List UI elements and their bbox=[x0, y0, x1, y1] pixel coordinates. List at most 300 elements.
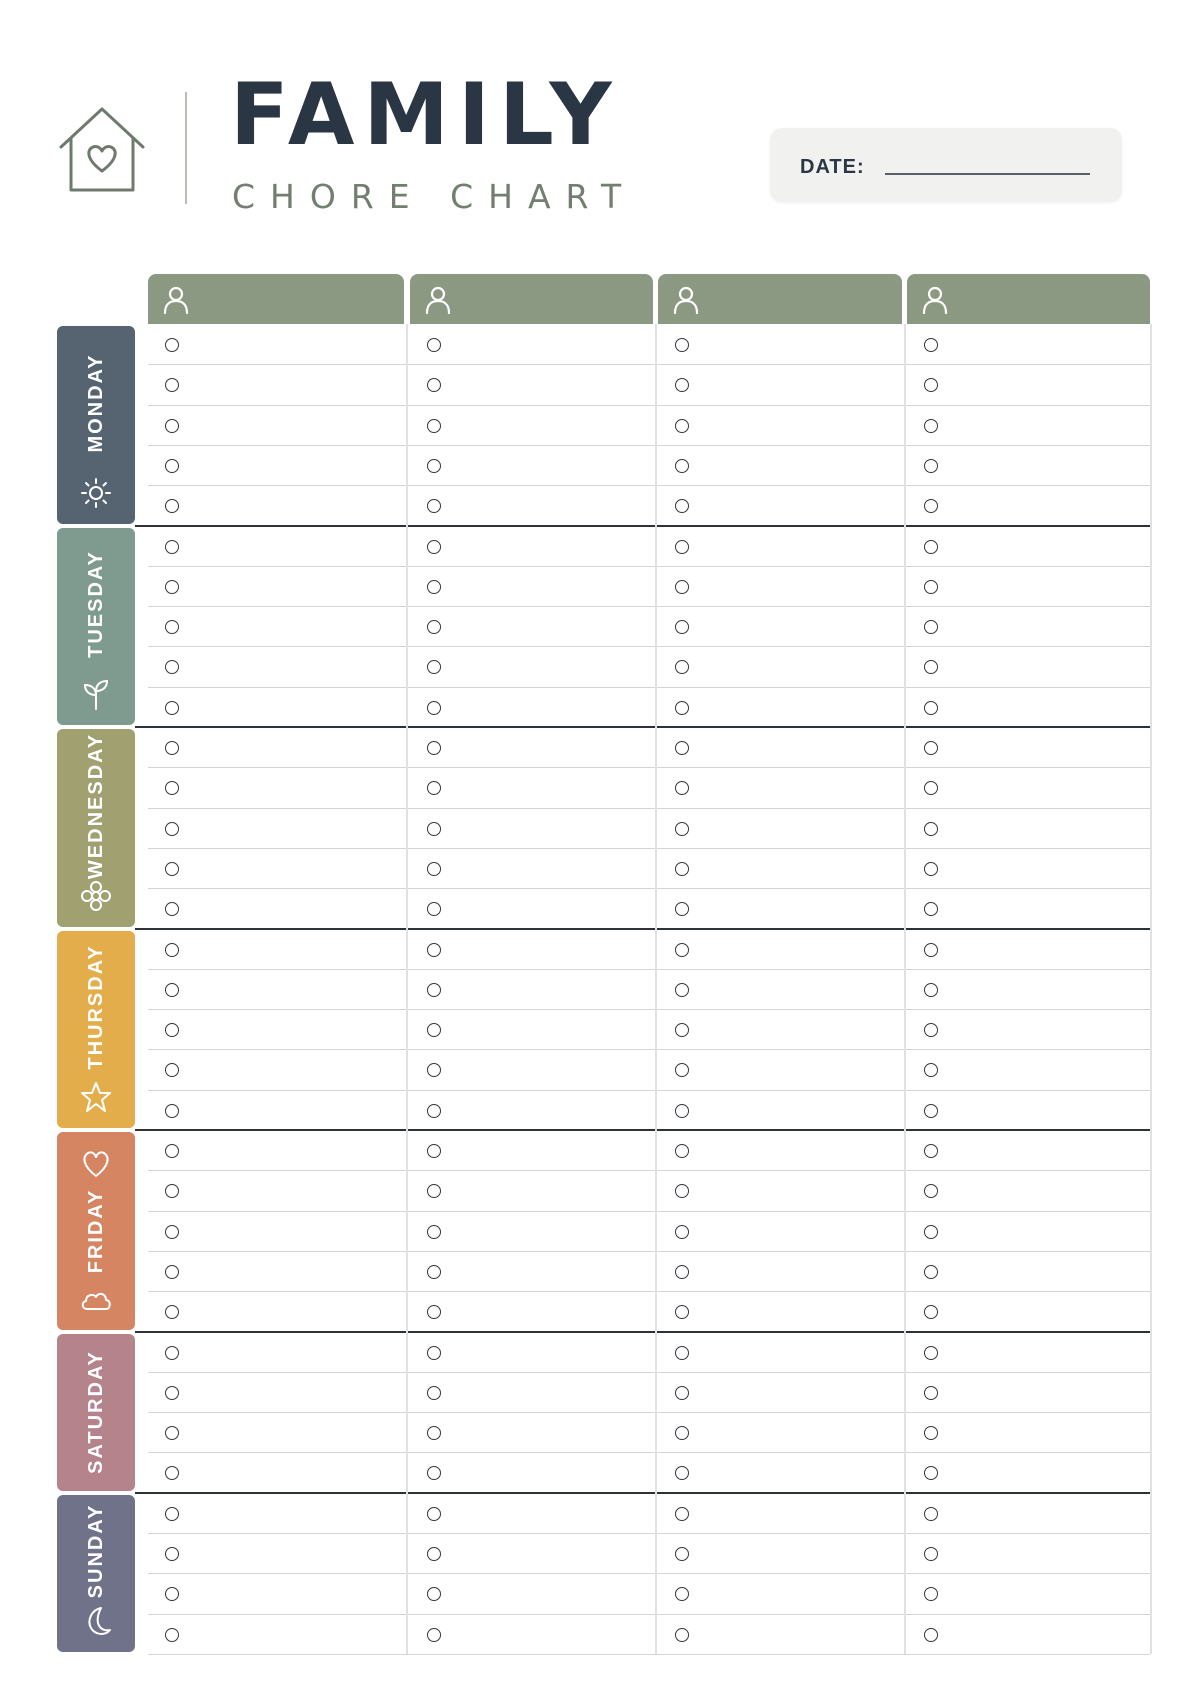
chore-checkbox[interactable] bbox=[165, 822, 179, 836]
day-tab-friday bbox=[57, 1132, 135, 1330]
chore-checkbox[interactable] bbox=[165, 1063, 179, 1077]
chore-cell[interactable] bbox=[658, 1452, 902, 1490]
chore-cell[interactable] bbox=[658, 1493, 902, 1531]
chore-cell[interactable] bbox=[907, 1130, 1150, 1168]
grid-right-border bbox=[1150, 324, 1152, 1654]
chore-checkbox[interactable] bbox=[427, 459, 441, 473]
chore-cell[interactable] bbox=[907, 1493, 1150, 1531]
chore-cell[interactable] bbox=[907, 324, 1150, 362]
chore-checkbox[interactable] bbox=[924, 1426, 938, 1440]
chore-checkbox[interactable] bbox=[427, 1426, 441, 1440]
chore-checkbox[interactable] bbox=[675, 701, 689, 715]
chore-checkbox[interactable] bbox=[924, 1063, 938, 1077]
chore-cell[interactable] bbox=[907, 606, 1150, 644]
chore-cell[interactable] bbox=[907, 969, 1150, 1007]
chore-checkbox[interactable] bbox=[675, 1225, 689, 1239]
chore-cell[interactable] bbox=[658, 1009, 902, 1047]
chore-cell[interactable] bbox=[658, 1412, 902, 1450]
chore-cell[interactable] bbox=[907, 364, 1150, 402]
chore-checkbox[interactable] bbox=[924, 1184, 938, 1198]
chore-checkbox[interactable] bbox=[427, 660, 441, 674]
chore-checkbox[interactable] bbox=[165, 1104, 179, 1118]
chore-checkbox[interactable] bbox=[924, 1547, 938, 1561]
chore-checkbox[interactable] bbox=[427, 943, 441, 957]
chore-checkbox[interactable] bbox=[165, 1547, 179, 1561]
chore-cell[interactable] bbox=[907, 767, 1150, 805]
chore-cell[interactable] bbox=[410, 888, 653, 926]
chore-cell[interactable] bbox=[410, 808, 653, 846]
chore-cell[interactable] bbox=[410, 1251, 653, 1289]
chore-checkbox[interactable] bbox=[427, 620, 441, 634]
day-label: SATURDAY bbox=[85, 1350, 107, 1474]
chore-checkbox[interactable] bbox=[427, 983, 441, 997]
chore-cell[interactable] bbox=[658, 808, 902, 846]
chore-checkbox[interactable] bbox=[165, 419, 179, 433]
chore-cell[interactable] bbox=[658, 606, 902, 644]
chore-cell[interactable] bbox=[658, 566, 902, 604]
chore-checkbox[interactable] bbox=[675, 378, 689, 392]
chore-checkbox[interactable] bbox=[165, 1628, 179, 1642]
chore-cell[interactable] bbox=[410, 969, 653, 1007]
chore-cell[interactable] bbox=[658, 364, 902, 402]
chore-checkbox[interactable] bbox=[165, 1587, 179, 1601]
chore-cell[interactable] bbox=[410, 1412, 653, 1450]
chore-checkbox[interactable] bbox=[427, 1225, 441, 1239]
chore-checkbox[interactable] bbox=[165, 580, 179, 594]
page-subtitle: CHORE CHART bbox=[232, 177, 637, 216]
chore-checkbox[interactable] bbox=[165, 540, 179, 554]
chore-checkbox[interactable] bbox=[924, 499, 938, 513]
chore-checkbox[interactable] bbox=[675, 781, 689, 795]
chore-cell[interactable] bbox=[148, 526, 404, 564]
chore-checkbox[interactable] bbox=[165, 983, 179, 997]
chore-cell[interactable] bbox=[148, 808, 404, 846]
chore-checkbox[interactable] bbox=[675, 1346, 689, 1360]
member-tab-2[interactable] bbox=[410, 274, 653, 324]
chore-cell[interactable] bbox=[148, 848, 404, 886]
chore-checkbox[interactable] bbox=[924, 822, 938, 836]
chore-checkbox[interactable] bbox=[165, 701, 179, 715]
chore-checkbox[interactable] bbox=[924, 540, 938, 554]
chore-checkbox[interactable] bbox=[165, 620, 179, 634]
chore-cell[interactable] bbox=[907, 405, 1150, 443]
chore-checkbox[interactable] bbox=[924, 943, 938, 957]
chore-checkbox[interactable] bbox=[924, 862, 938, 876]
chore-cell[interactable] bbox=[410, 1170, 653, 1208]
chore-checkbox[interactable] bbox=[675, 1144, 689, 1158]
chore-cell[interactable] bbox=[907, 1090, 1150, 1128]
chore-checkbox[interactable] bbox=[924, 741, 938, 755]
chore-checkbox[interactable] bbox=[675, 1063, 689, 1077]
chore-checkbox[interactable] bbox=[675, 943, 689, 957]
chore-cell[interactable] bbox=[658, 1533, 902, 1571]
chore-cell[interactable] bbox=[907, 1291, 1150, 1329]
chore-checkbox[interactable] bbox=[675, 822, 689, 836]
chore-cell[interactable] bbox=[148, 1170, 404, 1208]
chore-cell[interactable] bbox=[410, 1332, 653, 1370]
chore-checkbox[interactable] bbox=[675, 1587, 689, 1601]
chore-checkbox[interactable] bbox=[165, 459, 179, 473]
chore-checkbox[interactable] bbox=[427, 580, 441, 594]
chore-cell[interactable] bbox=[410, 929, 653, 967]
chore-cell[interactable] bbox=[658, 848, 902, 886]
chore-checkbox[interactable] bbox=[165, 902, 179, 916]
chore-checkbox[interactable] bbox=[675, 499, 689, 513]
heart-icon bbox=[79, 1146, 113, 1180]
chore-cell[interactable] bbox=[148, 1452, 404, 1490]
day-tab-sunday bbox=[57, 1495, 135, 1652]
chore-checkbox[interactable] bbox=[427, 1144, 441, 1158]
chore-checkbox[interactable] bbox=[427, 1346, 441, 1360]
chore-checkbox[interactable] bbox=[675, 1023, 689, 1037]
chore-cell[interactable] bbox=[410, 767, 653, 805]
chore-cell[interactable] bbox=[148, 1211, 404, 1249]
chore-cell[interactable] bbox=[410, 1049, 653, 1087]
chore-cell[interactable] bbox=[148, 646, 404, 684]
chore-cell[interactable] bbox=[148, 888, 404, 926]
chore-checkbox[interactable] bbox=[165, 1507, 179, 1521]
chore-checkbox[interactable] bbox=[165, 943, 179, 957]
chore-cell[interactable] bbox=[410, 848, 653, 886]
chore-checkbox[interactable] bbox=[924, 1346, 938, 1360]
chore-cell[interactable] bbox=[148, 606, 404, 644]
chore-cell[interactable] bbox=[907, 1251, 1150, 1289]
chore-cell[interactable] bbox=[658, 1291, 902, 1329]
chore-cell[interactable] bbox=[148, 1412, 404, 1450]
chore-checkbox[interactable] bbox=[675, 540, 689, 554]
chore-checkbox[interactable] bbox=[924, 1023, 938, 1037]
header-divider bbox=[185, 92, 187, 204]
chore-cell[interactable] bbox=[148, 405, 404, 443]
star-icon bbox=[79, 1080, 113, 1114]
chore-checkbox[interactable] bbox=[675, 1547, 689, 1561]
chore-checkbox[interactable] bbox=[165, 741, 179, 755]
column-divider bbox=[406, 324, 408, 1654]
chore-cell[interactable] bbox=[907, 687, 1150, 725]
chore-cell[interactable] bbox=[148, 687, 404, 725]
chore-cell[interactable] bbox=[658, 1614, 902, 1652]
chore-cell[interactable] bbox=[907, 808, 1150, 846]
chore-checkbox[interactable] bbox=[165, 1305, 179, 1319]
chore-checkbox[interactable] bbox=[675, 459, 689, 473]
chore-cell[interactable] bbox=[148, 324, 404, 362]
chore-checkbox[interactable] bbox=[427, 902, 441, 916]
chore-checkbox[interactable] bbox=[924, 781, 938, 795]
chore-checkbox[interactable] bbox=[427, 1265, 441, 1279]
chore-checkbox[interactable] bbox=[675, 419, 689, 433]
sun-icon bbox=[79, 476, 113, 510]
chore-cell[interactable] bbox=[148, 767, 404, 805]
chore-checkbox[interactable] bbox=[924, 378, 938, 392]
chore-cell[interactable] bbox=[148, 1130, 404, 1168]
chore-checkbox[interactable] bbox=[924, 1225, 938, 1239]
chore-checkbox[interactable] bbox=[924, 1386, 938, 1400]
chore-cell[interactable] bbox=[658, 646, 902, 684]
chore-checkbox[interactable] bbox=[924, 983, 938, 997]
chore-checkbox[interactable] bbox=[427, 1386, 441, 1400]
chore-cell[interactable] bbox=[148, 566, 404, 604]
chore-checkbox[interactable] bbox=[675, 1104, 689, 1118]
chore-checkbox[interactable] bbox=[924, 1104, 938, 1118]
chore-checkbox[interactable] bbox=[165, 1023, 179, 1037]
person-icon bbox=[670, 283, 702, 315]
chore-cell[interactable] bbox=[658, 888, 902, 926]
chore-cell[interactable] bbox=[148, 445, 404, 483]
chore-cell[interactable] bbox=[410, 1452, 653, 1490]
chore-checkbox[interactable] bbox=[427, 1547, 441, 1561]
chore-cell[interactable] bbox=[907, 445, 1150, 483]
chore-cell[interactable] bbox=[907, 646, 1150, 684]
chore-cell[interactable] bbox=[658, 405, 902, 443]
chore-cell[interactable] bbox=[907, 848, 1150, 886]
chore-cell[interactable] bbox=[658, 1372, 902, 1410]
chore-checkbox[interactable] bbox=[165, 378, 179, 392]
chore-checkbox[interactable] bbox=[427, 701, 441, 715]
chore-cell[interactable] bbox=[907, 1332, 1150, 1370]
chore-cell[interactable] bbox=[658, 1049, 902, 1087]
chore-cell[interactable] bbox=[148, 1291, 404, 1329]
chore-cell[interactable] bbox=[148, 485, 404, 523]
chore-cell[interactable] bbox=[658, 526, 902, 564]
chore-cell[interactable] bbox=[148, 1533, 404, 1571]
chore-cell[interactable] bbox=[907, 566, 1150, 604]
chore-checkbox[interactable] bbox=[675, 1466, 689, 1480]
chore-checkbox[interactable] bbox=[675, 1426, 689, 1440]
chore-checkbox[interactable] bbox=[675, 1184, 689, 1198]
chore-checkbox[interactable] bbox=[675, 1628, 689, 1642]
chore-cell[interactable] bbox=[658, 324, 902, 362]
chore-cell[interactable] bbox=[148, 1372, 404, 1410]
chore-cell[interactable] bbox=[148, 1573, 404, 1611]
chore-cell[interactable] bbox=[410, 1493, 653, 1531]
chore-cell[interactable] bbox=[907, 1009, 1150, 1047]
chore-checkbox[interactable] bbox=[924, 1466, 938, 1480]
chore-checkbox[interactable] bbox=[165, 660, 179, 674]
chore-cell[interactable] bbox=[410, 1573, 653, 1611]
chore-cell[interactable] bbox=[658, 1090, 902, 1128]
chore-checkbox[interactable] bbox=[165, 1386, 179, 1400]
chore-checkbox[interactable] bbox=[427, 862, 441, 876]
chore-cell[interactable] bbox=[410, 1614, 653, 1652]
member-tab-1[interactable] bbox=[148, 274, 404, 324]
chore-checkbox[interactable] bbox=[427, 741, 441, 755]
chore-cell[interactable] bbox=[907, 1412, 1150, 1450]
chore-checkbox[interactable] bbox=[924, 1305, 938, 1319]
chore-cell[interactable] bbox=[148, 969, 404, 1007]
chore-cell[interactable] bbox=[907, 1049, 1150, 1087]
chore-cell[interactable] bbox=[148, 1493, 404, 1531]
chore-checkbox[interactable] bbox=[427, 1104, 441, 1118]
person-icon bbox=[160, 283, 192, 315]
person-icon bbox=[422, 283, 454, 315]
chore-checkbox[interactable] bbox=[675, 862, 689, 876]
chore-cell[interactable] bbox=[658, 1170, 902, 1208]
chore-cell[interactable] bbox=[907, 888, 1150, 926]
chore-checkbox[interactable] bbox=[427, 419, 441, 433]
chore-checkbox[interactable] bbox=[675, 660, 689, 674]
chore-checkbox[interactable] bbox=[924, 338, 938, 352]
chore-checkbox[interactable] bbox=[165, 1466, 179, 1480]
chore-checkbox[interactable] bbox=[675, 741, 689, 755]
chore-cell[interactable] bbox=[410, 727, 653, 765]
day-tab-tuesday bbox=[57, 528, 135, 726]
column-divider bbox=[904, 324, 906, 1654]
chore-checkbox[interactable] bbox=[924, 1587, 938, 1601]
chore-cell[interactable] bbox=[410, 1533, 653, 1571]
chore-checkbox[interactable] bbox=[924, 620, 938, 634]
chore-cell[interactable] bbox=[148, 364, 404, 402]
chore-checkbox[interactable] bbox=[165, 1426, 179, 1440]
day-tab-wednesday bbox=[57, 729, 135, 927]
header bbox=[0, 0, 1200, 240]
chore-cell[interactable] bbox=[658, 1573, 902, 1611]
chore-cell[interactable] bbox=[410, 1372, 653, 1410]
chore-checkbox[interactable] bbox=[165, 1346, 179, 1360]
chore-cell[interactable] bbox=[148, 1614, 404, 1652]
chore-cell[interactable] bbox=[658, 445, 902, 483]
chore-cell[interactable] bbox=[410, 405, 653, 443]
chore-checkbox[interactable] bbox=[427, 781, 441, 795]
chore-cell[interactable] bbox=[148, 1049, 404, 1087]
chore-checkbox[interactable] bbox=[427, 822, 441, 836]
chore-checkbox[interactable] bbox=[427, 540, 441, 554]
chore-cell[interactable] bbox=[410, 1211, 653, 1249]
chore-checkbox[interactable] bbox=[675, 902, 689, 916]
chore-cell[interactable] bbox=[907, 1573, 1150, 1611]
chore-checkbox[interactable] bbox=[924, 1144, 938, 1158]
chore-checkbox[interactable] bbox=[924, 1507, 938, 1521]
chore-checkbox[interactable] bbox=[165, 1184, 179, 1198]
chore-cell[interactable] bbox=[148, 1332, 404, 1370]
date-input-line[interactable] bbox=[885, 173, 1090, 175]
chore-checkbox[interactable] bbox=[427, 1184, 441, 1198]
chore-checkbox[interactable] bbox=[427, 1023, 441, 1037]
chore-checkbox[interactable] bbox=[675, 1386, 689, 1400]
chore-cell[interactable] bbox=[148, 1009, 404, 1047]
date-field[interactable] bbox=[770, 128, 1122, 202]
chore-cell[interactable] bbox=[410, 526, 653, 564]
chore-checkbox[interactable] bbox=[165, 862, 179, 876]
day-label: SUNDAY bbox=[85, 1503, 107, 1599]
moon-icon bbox=[79, 1604, 113, 1638]
chore-cell[interactable] bbox=[410, 687, 653, 725]
chore-cell[interactable] bbox=[410, 1291, 653, 1329]
chore-cell[interactable] bbox=[907, 1533, 1150, 1571]
chore-checkbox[interactable] bbox=[924, 701, 938, 715]
chore-cell[interactable] bbox=[907, 1372, 1150, 1410]
page-title: FAMILY bbox=[230, 65, 621, 165]
chore-checkbox[interactable] bbox=[675, 620, 689, 634]
chore-cell[interactable] bbox=[658, 1251, 902, 1289]
chore-cell[interactable] bbox=[907, 1452, 1150, 1490]
chore-checkbox[interactable] bbox=[427, 499, 441, 513]
chore-cell[interactable] bbox=[907, 1211, 1150, 1249]
chore-checkbox[interactable] bbox=[675, 983, 689, 997]
chore-cell[interactable] bbox=[658, 727, 902, 765]
chore-cell[interactable] bbox=[410, 1130, 653, 1168]
chore-checkbox[interactable] bbox=[675, 580, 689, 594]
chore-checkbox[interactable] bbox=[165, 338, 179, 352]
chore-cell[interactable] bbox=[410, 445, 653, 483]
day-tab-monday bbox=[57, 326, 135, 524]
chore-cell[interactable] bbox=[907, 727, 1150, 765]
day-tab-saturday bbox=[57, 1334, 135, 1491]
chore-checkbox[interactable] bbox=[675, 1507, 689, 1521]
chore-cell[interactable] bbox=[658, 929, 902, 967]
chore-checkbox[interactable] bbox=[924, 580, 938, 594]
chore-checkbox[interactable] bbox=[427, 1587, 441, 1601]
member-tab-4[interactable] bbox=[907, 274, 1150, 324]
chore-cell[interactable] bbox=[907, 929, 1150, 967]
cloud-icon bbox=[79, 1282, 113, 1316]
chore-checkbox[interactable] bbox=[427, 1628, 441, 1642]
chore-cell[interactable] bbox=[410, 364, 653, 402]
chore-cell[interactable] bbox=[658, 969, 902, 1007]
chore-checkbox[interactable] bbox=[924, 902, 938, 916]
day-label: THURSDAY bbox=[85, 944, 107, 1070]
chore-checkbox[interactable] bbox=[427, 338, 441, 352]
chore-checkbox[interactable] bbox=[924, 419, 938, 433]
chore-cell[interactable] bbox=[148, 1251, 404, 1289]
chore-checkbox[interactable] bbox=[165, 1265, 179, 1279]
chore-checkbox[interactable] bbox=[427, 1063, 441, 1077]
chore-cell[interactable] bbox=[410, 1090, 653, 1128]
chore-cell[interactable] bbox=[658, 687, 902, 725]
chore-cell[interactable] bbox=[658, 485, 902, 523]
day-label: WEDNESDAY bbox=[85, 732, 107, 879]
chore-checkbox[interactable] bbox=[165, 1144, 179, 1158]
person-icon bbox=[919, 283, 951, 315]
chore-checkbox[interactable] bbox=[165, 499, 179, 513]
chore-cell[interactable] bbox=[907, 526, 1150, 564]
chore-cell[interactable] bbox=[148, 1090, 404, 1128]
chore-cell[interactable] bbox=[148, 727, 404, 765]
chore-checkbox[interactable] bbox=[924, 459, 938, 473]
chore-cell[interactable] bbox=[907, 485, 1150, 523]
day-label: MONDAY bbox=[85, 353, 107, 453]
chore-cell[interactable] bbox=[658, 1332, 902, 1370]
grid-bottom-line bbox=[148, 1654, 1150, 1655]
chore-checkbox[interactable] bbox=[924, 1628, 938, 1642]
chore-checkbox[interactable] bbox=[675, 1305, 689, 1319]
member-tab-3[interactable] bbox=[658, 274, 902, 324]
chore-checkbox[interactable] bbox=[924, 660, 938, 674]
chore-cell[interactable] bbox=[658, 1211, 902, 1249]
chore-checkbox[interactable] bbox=[675, 1265, 689, 1279]
chore-cell[interactable] bbox=[410, 606, 653, 644]
chore-cell[interactable] bbox=[148, 929, 404, 967]
flower-icon bbox=[79, 879, 113, 913]
chore-cell[interactable] bbox=[907, 1170, 1150, 1208]
chore-cell[interactable] bbox=[410, 566, 653, 604]
chore-checkbox[interactable] bbox=[427, 1507, 441, 1521]
chore-cell[interactable] bbox=[658, 1130, 902, 1168]
chore-checkbox[interactable] bbox=[924, 1265, 938, 1279]
chore-cell[interactable] bbox=[410, 324, 653, 362]
chore-checkbox[interactable] bbox=[427, 378, 441, 392]
chore-cell[interactable] bbox=[410, 1009, 653, 1047]
chore-checkbox[interactable] bbox=[675, 338, 689, 352]
chore-cell[interactable] bbox=[658, 767, 902, 805]
chore-checkbox[interactable] bbox=[427, 1466, 441, 1480]
chore-checkbox[interactable] bbox=[165, 1225, 179, 1239]
column-divider bbox=[655, 324, 657, 1654]
chore-checkbox[interactable] bbox=[165, 781, 179, 795]
chore-cell[interactable] bbox=[410, 485, 653, 523]
chore-cell[interactable] bbox=[410, 646, 653, 684]
chore-cell[interactable] bbox=[907, 1614, 1150, 1652]
chore-checkbox[interactable] bbox=[427, 1305, 441, 1319]
